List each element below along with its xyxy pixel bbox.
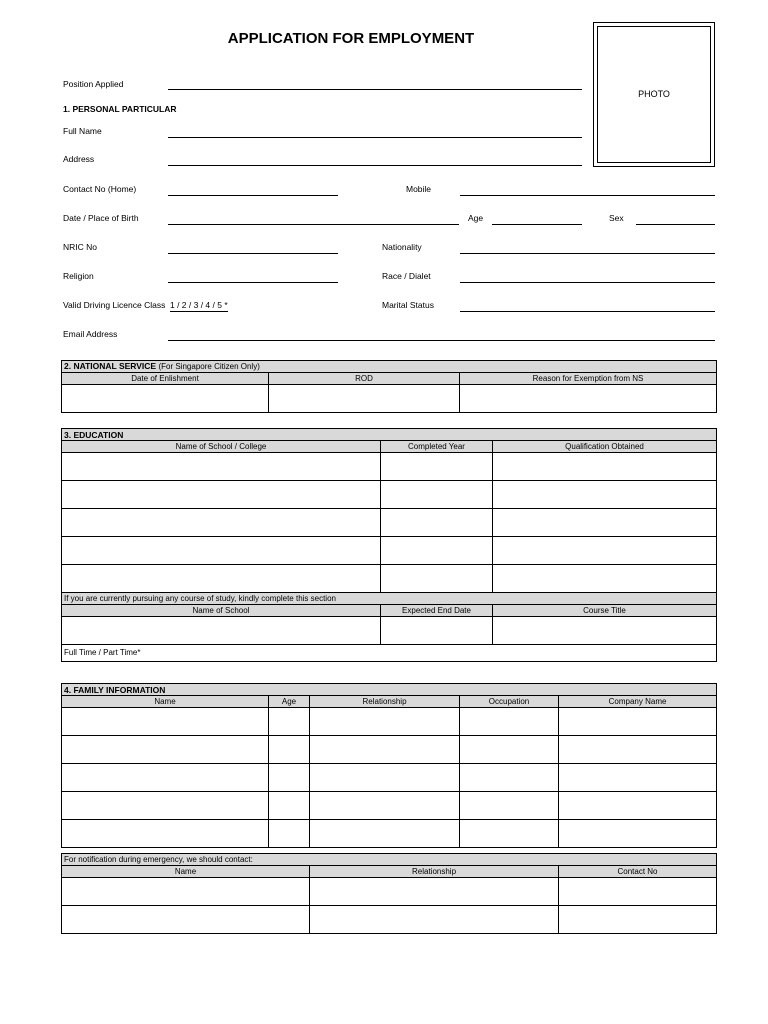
emergency-table <box>61 853 717 934</box>
edu-school-cell[interactable] <box>62 537 381 565</box>
emergency-contact-cell[interactable] <box>559 906 717 934</box>
family-section-title: 4. FAMILY INFORMATION <box>62 684 717 696</box>
family-relationship-cell[interactable] <box>310 764 460 792</box>
pursuing-school-cell[interactable] <box>62 617 381 645</box>
nric-field[interactable] <box>168 253 338 254</box>
table-row <box>62 509 717 537</box>
ns-header-row <box>62 373 717 385</box>
family-occupation-cell[interactable] <box>460 820 559 848</box>
family-age-cell[interactable] <box>269 708 310 736</box>
pursuing-col-end-date: Expected End Date <box>381 605 493 617</box>
religion-field[interactable] <box>168 282 338 283</box>
family-occupation-cell[interactable] <box>460 708 559 736</box>
table-row <box>62 820 717 848</box>
edu-school-cell[interactable] <box>62 481 381 509</box>
position-applied-label: Position Applied <box>63 79 124 89</box>
photo-box[interactable] <box>593 22 715 167</box>
edu-qualification-cell[interactable] <box>493 537 717 565</box>
nric-label: NRIC No <box>63 242 98 252</box>
family-name-cell[interactable] <box>62 736 269 764</box>
education-table <box>61 428 717 662</box>
pursuing-end-date-cell[interactable] <box>381 617 493 645</box>
table-row <box>62 764 717 792</box>
ns-section-title <box>62 361 717 373</box>
ns-col-exemption: Reason for Exemption from NS <box>460 373 717 385</box>
family-age-cell[interactable] <box>269 736 310 764</box>
family-col-name: Name <box>62 696 269 708</box>
sex-field[interactable] <box>636 224 715 225</box>
edu-section-row <box>62 429 717 441</box>
edu-qualification-cell[interactable] <box>493 453 717 481</box>
full-name-label: Full Name <box>63 126 102 136</box>
emergency-header-row <box>62 866 717 878</box>
family-company-cell[interactable] <box>559 736 717 764</box>
edu-col-school: Name of School / College <box>62 441 381 453</box>
table-row <box>62 878 717 906</box>
mobile-label: Mobile <box>406 184 432 194</box>
contact-home-field[interactable] <box>168 195 338 196</box>
ns-enlistment-cell[interactable] <box>62 385 269 413</box>
age-label: Age <box>468 213 484 223</box>
emergency-contact-cell[interactable] <box>559 878 717 906</box>
position-applied-field[interactable] <box>168 89 582 90</box>
family-col-company: Company Name <box>559 696 717 708</box>
table-row <box>62 385 717 413</box>
personal-section-title: 1. PERSONAL PARTICULAR <box>63 104 177 114</box>
family-table <box>61 683 717 848</box>
family-company-cell[interactable] <box>559 764 717 792</box>
licence-options[interactable]: 1 / 2 / 3 / 4 / 5 * <box>170 300 228 310</box>
edu-school-cell[interactable] <box>62 565 381 593</box>
dob-field[interactable] <box>168 224 459 225</box>
ns-section-row <box>62 361 717 373</box>
family-header-row <box>62 696 717 708</box>
family-name-cell[interactable] <box>62 792 269 820</box>
family-age-cell[interactable] <box>269 820 310 848</box>
emergency-note: For notification during emergency, we should contact: <box>62 854 717 866</box>
form-title: APPLICATION FOR EMPLOYMENT <box>227 30 475 47</box>
photo-label: PHOTO <box>638 89 670 99</box>
edu-year-cell[interactable] <box>381 565 493 593</box>
edu-qualification-cell[interactable] <box>493 509 717 537</box>
table-row <box>62 565 717 593</box>
full-name-field[interactable] <box>168 137 582 138</box>
address-label: Address <box>63 154 95 164</box>
family-occupation-cell[interactable] <box>460 764 559 792</box>
nationality-field[interactable] <box>460 253 715 254</box>
edu-year-cell[interactable] <box>381 481 493 509</box>
table-row <box>62 792 717 820</box>
edu-qualification-cell[interactable] <box>493 481 717 509</box>
emergency-relationship-cell[interactable] <box>310 906 559 934</box>
sex-label: Sex <box>609 213 624 223</box>
race-field[interactable] <box>460 282 715 283</box>
email-label: Email Address <box>63 329 118 339</box>
edu-header-row <box>62 441 717 453</box>
age-field[interactable] <box>492 224 582 225</box>
family-col-relationship: Relationship <box>310 696 460 708</box>
emergency-col-contact: Contact No <box>559 866 717 878</box>
emergency-note-row <box>62 854 717 866</box>
edu-school-cell[interactable] <box>62 509 381 537</box>
full-part-time-cell[interactable]: Full Time / Part Time* <box>62 645 717 662</box>
ns-rod-cell[interactable] <box>269 385 460 413</box>
family-name-cell[interactable] <box>62 820 269 848</box>
emergency-name-cell[interactable] <box>62 906 310 934</box>
edu-pursuing-note: If you are currently pursuing any course of study, kindly complete this section <box>62 593 717 605</box>
pursuing-course-cell[interactable] <box>493 617 717 645</box>
family-name-cell[interactable] <box>62 764 269 792</box>
edu-year-cell[interactable] <box>381 537 493 565</box>
nationality-label: Nationality <box>382 242 422 252</box>
family-company-cell[interactable] <box>559 820 717 848</box>
ns-col-rod: ROD <box>269 373 460 385</box>
emergency-name-cell[interactable] <box>62 878 310 906</box>
ns-title: 2. NATIONAL SERVICE <box>64 361 157 371</box>
family-age-cell[interactable] <box>269 792 310 820</box>
licence-label: Valid Driving Licence Class <box>63 300 166 310</box>
family-occupation-cell[interactable] <box>460 736 559 764</box>
family-col-occupation: Occupation <box>460 696 559 708</box>
race-label: Race / Dialet <box>382 271 431 281</box>
family-section-row <box>62 684 717 696</box>
family-occupation-cell[interactable] <box>460 792 559 820</box>
pursuing-col-course: Course Title <box>493 605 717 617</box>
ns-col-enlistment: Date of Enlishment <box>62 373 269 385</box>
table-row <box>62 617 717 645</box>
edu-col-year: Completed Year <box>381 441 493 453</box>
table-row <box>62 708 717 736</box>
dob-label: Date / Place of Birth <box>63 213 139 223</box>
edu-pursuing-header-row <box>62 605 717 617</box>
table-row <box>62 537 717 565</box>
edu-qualification-cell[interactable] <box>493 565 717 593</box>
emergency-col-relationship: Relationship <box>310 866 559 878</box>
national-service-table <box>61 360 717 413</box>
emergency-relationship-cell[interactable] <box>310 878 559 906</box>
edu-school-cell[interactable] <box>62 453 381 481</box>
edu-col-qualification: Qualification Obtained <box>493 441 717 453</box>
edu-year-cell[interactable] <box>381 453 493 481</box>
contact-home-label: Contact No (Home) <box>63 184 137 194</box>
marital-status-label: Marital Status <box>382 300 434 310</box>
mobile-field[interactable] <box>460 195 715 196</box>
family-relationship-cell[interactable] <box>310 820 460 848</box>
religion-label: Religion <box>63 271 94 281</box>
family-relationship-cell[interactable] <box>310 792 460 820</box>
family-relationship-cell[interactable] <box>310 708 460 736</box>
ns-subtitle: (For Singapore Citizen Only) <box>158 362 260 371</box>
table-row <box>62 453 717 481</box>
address-field[interactable] <box>168 165 582 166</box>
full-part-time-row <box>62 645 717 662</box>
family-col-age: Age <box>269 696 310 708</box>
marital-status-field[interactable] <box>460 311 715 312</box>
ns-exemption-cell[interactable] <box>460 385 717 413</box>
table-row <box>62 906 717 934</box>
table-row <box>62 481 717 509</box>
emergency-col-name: Name <box>62 866 310 878</box>
pursuing-col-school: Name of School <box>62 605 381 617</box>
edu-section-title: 3. EDUCATION <box>62 429 717 441</box>
edu-pursuing-note-row <box>62 593 717 605</box>
family-age-cell[interactable] <box>269 764 310 792</box>
family-relationship-cell[interactable] <box>310 736 460 764</box>
table-row <box>62 736 717 764</box>
family-company-cell[interactable] <box>559 708 717 736</box>
edu-year-cell[interactable] <box>381 509 493 537</box>
family-name-cell[interactable] <box>62 708 269 736</box>
email-field[interactable] <box>168 340 715 341</box>
family-company-cell[interactable] <box>559 792 717 820</box>
